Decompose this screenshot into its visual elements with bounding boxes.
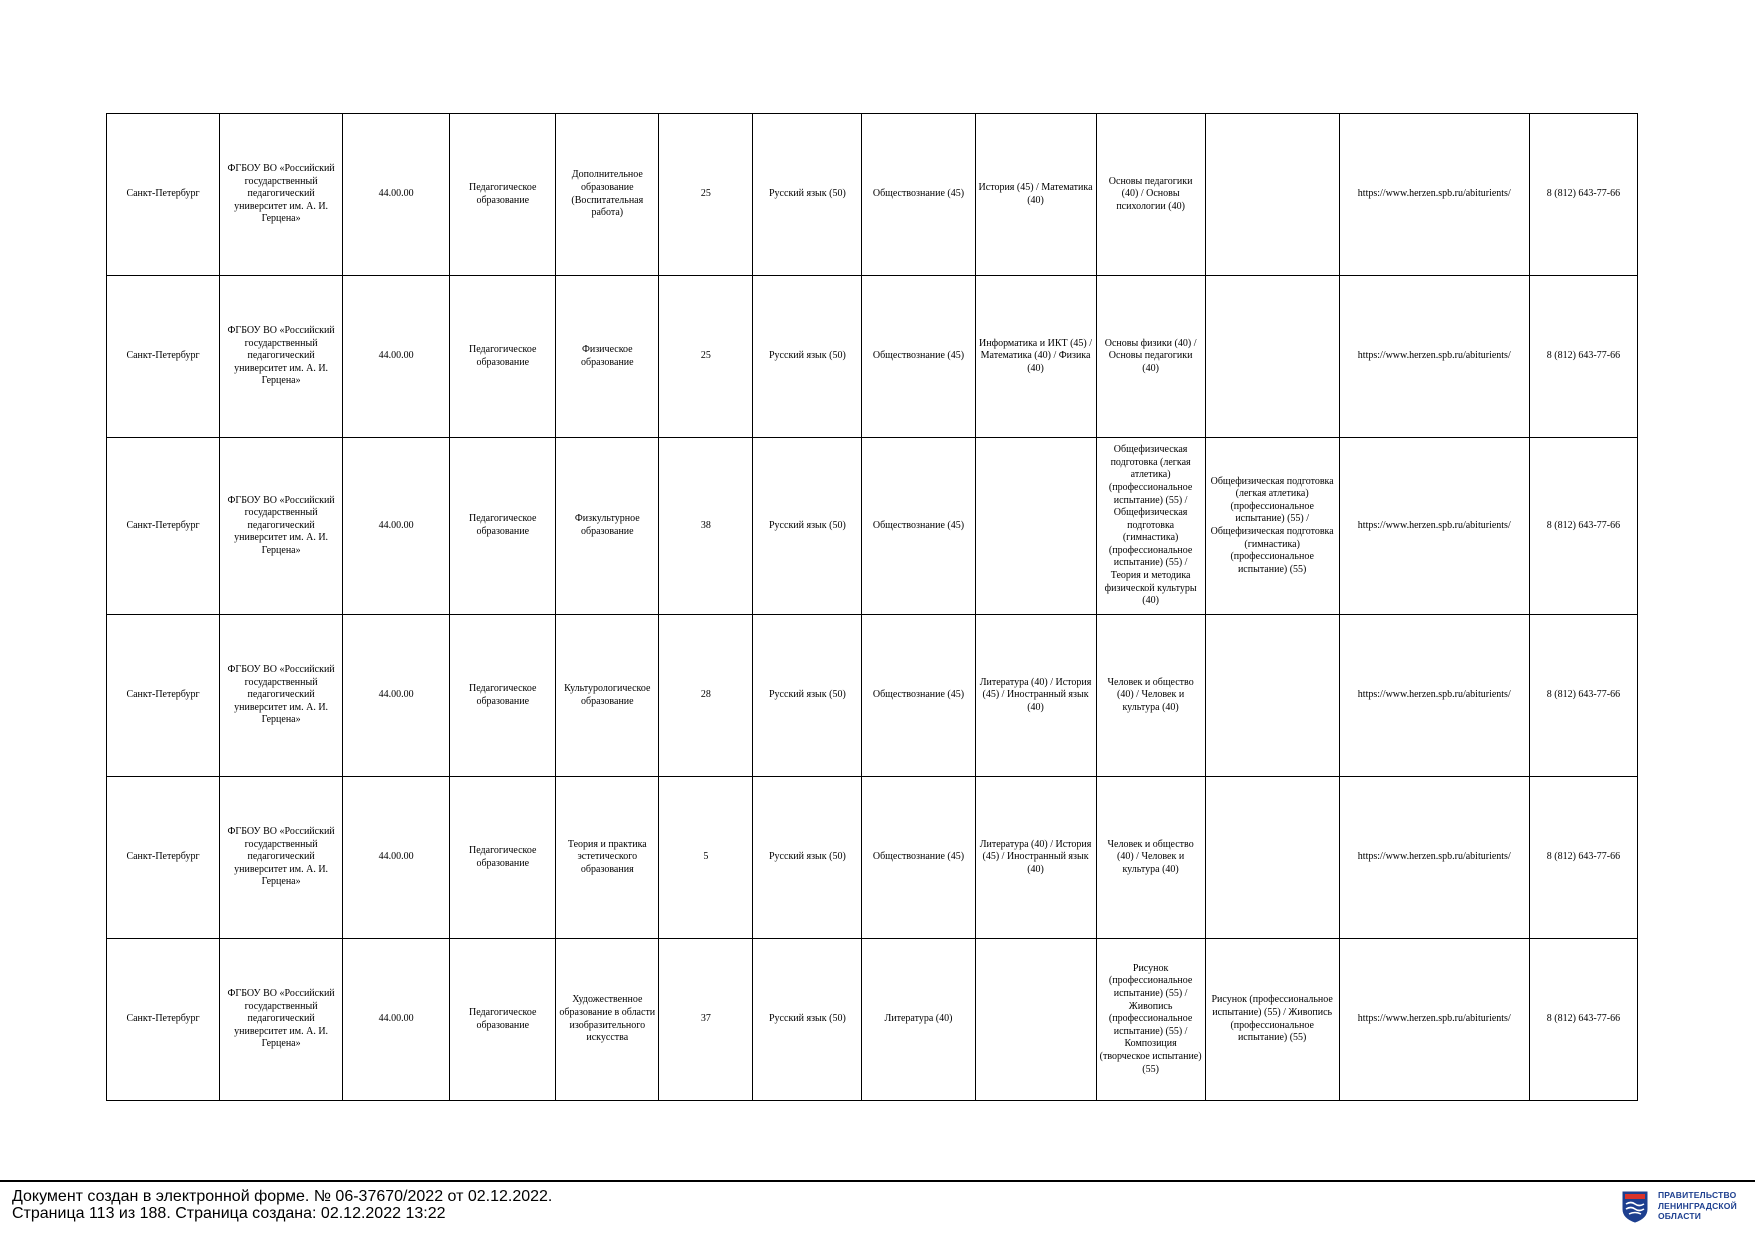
cell-professional-exams: Общефизическая подготовка (легкая атлетика) (профессиональное испытание) (55) / Общефизическая подготовка (гимнастика) (профессиональное испытание) (55) <box>1205 438 1339 615</box>
cell-internal-exams: Основы физики (40) / Основы педагогики (40) <box>1096 276 1205 438</box>
cell-profile: Дополнительное образование (Воспитательная работа) <box>556 114 659 276</box>
cell-city: Санкт-Петербург <box>107 114 220 276</box>
cell-places: 37 <box>659 939 753 1101</box>
cell-institution: ФГБОУ ВО «Российский государственный педагогический университет им. А. И. Герцена» <box>220 114 343 276</box>
page-info-line: Страница 113 из 188. Страница создана: 02.12.2022 13:22 <box>12 1205 446 1222</box>
footer-divider <box>0 1180 1755 1182</box>
cell-exam-3: Литература (40) / История (45) / Иностранный язык (40) <box>975 777 1096 939</box>
cell-direction: Педагогическое образование <box>450 777 556 939</box>
cell-exam-1: Русский язык (50) <box>753 777 862 939</box>
cell-professional-exams <box>1205 615 1339 777</box>
cell-phone: 8 (812) 643-77-66 <box>1529 777 1637 939</box>
cell-direction: Педагогическое образование <box>450 615 556 777</box>
coat-of-arms-icon <box>1622 1191 1648 1223</box>
cell-website: https://www.herzen.spb.ru/abiturients/ <box>1339 114 1529 276</box>
cell-website: https://www.herzen.spb.ru/abiturients/ <box>1339 276 1529 438</box>
cell-phone: 8 (812) 643-77-66 <box>1529 114 1637 276</box>
cell-exam-1: Русский язык (50) <box>753 438 862 615</box>
cell-code: 44.00.00 <box>343 777 450 939</box>
table-row <box>107 114 1638 276</box>
cell-internal-exams: Рисунок (профессиональное испытание) (55) / Живопись (профессиональное испытание) (55) / Композиция (творческое испытание) (55) <box>1096 939 1205 1101</box>
cell-internal-exams: Основы педагогики (40) / Основы психологии (40) <box>1096 114 1205 276</box>
cell-direction: Педагогическое образование <box>450 114 556 276</box>
cell-exam-1: Русский язык (50) <box>753 114 862 276</box>
cell-city: Санкт-Петербург <box>107 615 220 777</box>
cell-exam-1: Русский язык (50) <box>753 615 862 777</box>
cell-profile: Физическое образование <box>556 276 659 438</box>
table-body <box>107 114 1638 1101</box>
cell-city: Санкт-Петербург <box>107 438 220 615</box>
table-row <box>107 777 1638 939</box>
cell-exam-1: Русский язык (50) <box>753 276 862 438</box>
cell-website: https://www.herzen.spb.ru/abiturients/ <box>1339 777 1529 939</box>
cell-places: 38 <box>659 438 753 615</box>
logo-text <box>1658 1190 1737 1222</box>
logo-line-1: ПРАВИТЕЛЬСТВО <box>1658 1190 1737 1200</box>
cell-places: 5 <box>659 777 753 939</box>
logo-line-2: ЛЕНИНГРАДСКОЙ <box>1658 1200 1737 1211</box>
cell-profile: Культурологическое образование <box>556 615 659 777</box>
admission-table <box>106 113 1638 1101</box>
cell-internal-exams: Человек и общество (40) / Человек и культура (40) <box>1096 615 1205 777</box>
cell-direction: Педагогическое образование <box>450 276 556 438</box>
cell-profile: Физкультурное образование <box>556 438 659 615</box>
table-row <box>107 939 1638 1101</box>
cell-phone: 8 (812) 643-77-66 <box>1529 276 1637 438</box>
cell-exam-1: Русский язык (50) <box>753 939 862 1101</box>
cell-website: https://www.herzen.spb.ru/abiturients/ <box>1339 939 1529 1101</box>
cell-exam-3: Литература (40) / История (45) / Иностранный язык (40) <box>975 615 1096 777</box>
cell-exam-2: Обществознание (45) <box>862 615 975 777</box>
cell-internal-exams: Человек и общество (40) / Человек и культура (40) <box>1096 777 1205 939</box>
cell-direction: Педагогическое образование <box>450 939 556 1101</box>
cell-institution: ФГБОУ ВО «Российский государственный педагогический университет им. А. И. Герцена» <box>220 939 343 1101</box>
cell-city: Санкт-Петербург <box>107 276 220 438</box>
cell-internal-exams: Общефизическая подготовка (легкая атлетика) (профессиональное испытание) (55) / Общефизическая подготовка (гимнастика) (профессиональное испытание) (55) / Теория и методика физической культуры (40) <box>1096 438 1205 615</box>
cell-exam-2: Обществознание (45) <box>862 438 975 615</box>
cell-institution: ФГБОУ ВО «Российский государственный педагогический университет им. А. И. Герцена» <box>220 276 343 438</box>
cell-exam-2: Обществознание (45) <box>862 276 975 438</box>
cell-city: Санкт-Петербург <box>107 777 220 939</box>
cell-code: 44.00.00 <box>343 615 450 777</box>
logo-line-3: ОБЛАСТИ <box>1658 1211 1702 1221</box>
cell-code: 44.00.00 <box>343 114 450 276</box>
cell-exam-3: История (45) / Математика (40) <box>975 114 1096 276</box>
cell-direction: Педагогическое образование <box>450 438 556 615</box>
cell-professional-exams <box>1205 777 1339 939</box>
cell-exam-2: Обществознание (45) <box>862 777 975 939</box>
cell-phone: 8 (812) 643-77-66 <box>1529 438 1637 615</box>
cell-code: 44.00.00 <box>343 438 450 615</box>
cell-places: 28 <box>659 615 753 777</box>
cell-exam-2: Литература (40) <box>862 939 975 1101</box>
government-logo <box>1622 1189 1748 1225</box>
document-registration-line: Документ создан в электронной форме. № 06-37670/2022 от 02.12.2022. <box>12 1188 553 1205</box>
cell-code: 44.00.00 <box>343 939 450 1101</box>
cell-exam-3 <box>975 939 1096 1101</box>
cell-institution: ФГБОУ ВО «Российский государственный педагогический университет им. А. И. Герцена» <box>220 777 343 939</box>
cell-professional-exams <box>1205 276 1339 438</box>
cell-city: Санкт-Петербург <box>107 939 220 1101</box>
cell-website: https://www.herzen.spb.ru/abiturients/ <box>1339 615 1529 777</box>
cell-places: 25 <box>659 114 753 276</box>
cell-institution: ФГБОУ ВО «Российский государственный педагогический университет им. А. И. Герцена» <box>220 615 343 777</box>
cell-places: 25 <box>659 276 753 438</box>
table-row <box>107 438 1638 615</box>
cell-phone: 8 (812) 643-77-66 <box>1529 615 1637 777</box>
cell-exam-3 <box>975 438 1096 615</box>
cell-profile: Художественное образование в области изобразительного искусства <box>556 939 659 1101</box>
cell-professional-exams <box>1205 114 1339 276</box>
document-footer <box>12 1188 552 1222</box>
cell-exam-2: Обществознание (45) <box>862 114 975 276</box>
cell-exam-3: Информатика и ИКТ (45) / Математика (40) / Физика (40) <box>975 276 1096 438</box>
cell-phone: 8 (812) 643-77-66 <box>1529 939 1637 1101</box>
cell-institution: ФГБОУ ВО «Российский государственный педагогический университет им. А. И. Герцена» <box>220 438 343 615</box>
cell-website: https://www.herzen.spb.ru/abiturients/ <box>1339 438 1529 615</box>
cell-profile: Теория и практика эстетического образования <box>556 777 659 939</box>
cell-professional-exams: Рисунок (профессиональное испытание) (55) / Живопись (профессиональное испытание) (55) <box>1205 939 1339 1101</box>
table-row <box>107 615 1638 777</box>
cell-code: 44.00.00 <box>343 276 450 438</box>
table-row <box>107 276 1638 438</box>
